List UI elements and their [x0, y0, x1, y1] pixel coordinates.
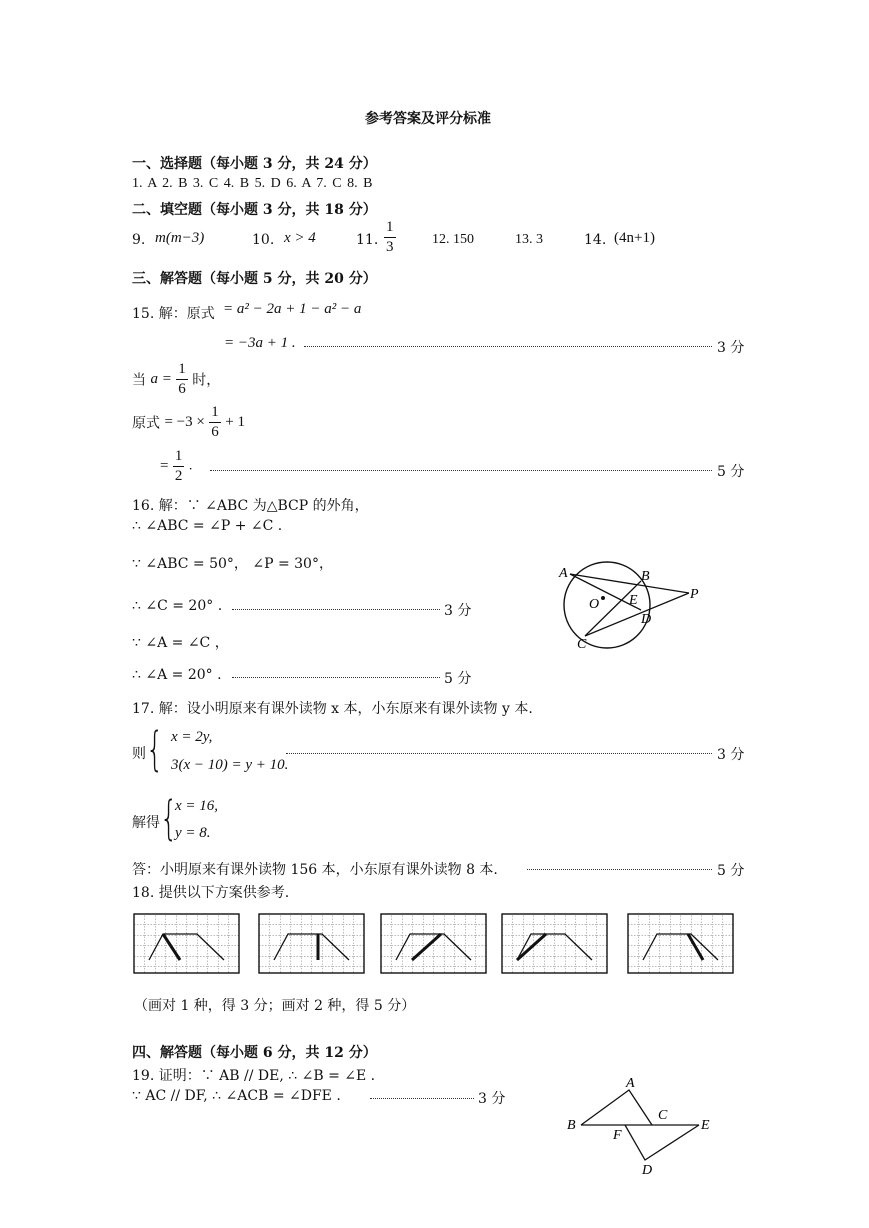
answer-12: 12. 150: [432, 232, 474, 247]
center-point: [601, 596, 605, 600]
section-3-heading: 三、解答题（每小题 5 分，共 20 分）: [132, 271, 377, 287]
q17-score-2: 5 分: [717, 863, 745, 879]
q17-jd: 解得: [132, 815, 160, 831]
q16-line4: ∴ ∠C = 20° .: [132, 598, 223, 614]
fig19-label-b: B: [567, 1118, 576, 1133]
q17-answer: 答：小明原来有课外读物 156 本，小东原有课外读物 8 本.: [132, 862, 498, 878]
fig19-label-f: F: [613, 1128, 622, 1143]
q15-line4-prefix: 原式: [132, 415, 160, 432]
q18-note: （画对 1 种，得 3 分；画对 2 种，得 5 分）: [134, 998, 416, 1014]
q16-leader-dots-1: [232, 609, 440, 610]
q15-leader-dots-1: [304, 346, 712, 347]
answer-9: m(m−3): [155, 230, 205, 246]
q18-grid-figures: [132, 912, 736, 976]
label-d: D: [641, 612, 652, 627]
q15-line3-suffix: 时，: [192, 372, 221, 389]
q15-line3-var: a =: [150, 371, 172, 387]
q17-ze: 则: [132, 746, 146, 762]
q15-line3-numerator: 1: [176, 362, 188, 380]
section-1-heading: 一、选择题（每小题 3 分，共 24 分）: [132, 156, 377, 172]
fig19-label-e: E: [701, 1118, 710, 1133]
answer-14: (4n+1): [614, 230, 655, 246]
q16-line1: 16. 解：∵ ∠ABC 为△BCP 的外角，: [132, 498, 369, 514]
q17-leader-dots-2: [527, 869, 712, 870]
q16-line2: ∴ ∠ABC = ∠P + ∠C .: [132, 518, 283, 534]
fig19-label-c: C: [658, 1108, 668, 1123]
answer-14-label: 14.: [584, 232, 607, 248]
q17-brace-2: {: [160, 791, 178, 845]
q16-leader-dots-2: [232, 677, 440, 678]
fig19-label-a: A: [626, 1076, 635, 1091]
q15-line3-denominator: 6: [178, 381, 186, 397]
grid-panel-2: [259, 914, 364, 973]
label-e: E: [629, 593, 638, 608]
q17-s2: y = 8.: [175, 825, 211, 841]
q16-line5: ∵ ∠A = ∠C ，: [132, 635, 229, 651]
q16-line3: ∵ ∠ABC = 50°， ∠P = 30°，: [132, 556, 333, 572]
answer-10: x > 4: [284, 230, 316, 246]
q16-circle-figure: [555, 560, 715, 655]
answer-11-label: 11.: [356, 232, 379, 248]
q15-leader-dots-2: [210, 470, 712, 471]
grid-panel-4: [502, 914, 607, 973]
label-o: O: [589, 597, 600, 612]
q15-score-1: 3 分: [717, 340, 745, 356]
q15-line5-suffix: .: [188, 458, 193, 474]
q15-line5-numerator: 1: [173, 449, 185, 467]
q19-line1: 19. 证明：∵ AB // DE, ∴ ∠B = ∠E .: [132, 1068, 376, 1084]
q17-s1: x = 16,: [175, 798, 219, 814]
q19-figure: [565, 1073, 725, 1178]
grid-panel-5: [628, 914, 733, 973]
q15-line4-expr: = −3 ×: [164, 414, 205, 430]
q15-line3: [132, 362, 220, 397]
q19-score-1: 3 分: [478, 1091, 506, 1107]
section-4-heading: 四、解答题（每小题 6 分，共 12 分）: [132, 1045, 377, 1061]
answer-9-label: 9.: [132, 232, 146, 248]
answer-13: 13. 3: [515, 232, 543, 247]
answer-11-numerator: 1: [384, 220, 396, 238]
q15-line1-expr: = a² − 2a + 1 − a² − a: [223, 301, 362, 317]
page-title: 参考答案及评分标准: [365, 111, 491, 127]
fig19-label-d: D: [642, 1163, 653, 1178]
label-b: B: [641, 569, 650, 584]
q17-score-1: 3 分: [717, 747, 745, 763]
q15-score-2: 5 分: [717, 464, 745, 480]
q19-leader-dots-1: [370, 1098, 474, 1099]
answer-11: [384, 220, 396, 255]
q15-line4-numerator: 1: [209, 405, 221, 423]
grid-panel-3: [381, 914, 486, 973]
q18-line1: 18. 提供以下方案供参考.: [132, 885, 290, 901]
q17-eq2: 3(x − 10) = y + 10.: [171, 757, 289, 773]
label-c: C: [577, 637, 587, 652]
q19-line2: ∵ AC // DF, ∴ ∠ACB = ∠DFE .: [132, 1088, 341, 1104]
q15-line5-prefix: =: [160, 458, 169, 474]
q17-line1: 17. 解：设小明原来有课外读物 x 本，小东原来有课外读物 y 本.: [132, 701, 533, 717]
q15-line4: [132, 405, 245, 440]
q17-brace-1: {: [146, 722, 164, 776]
q16-line6: ∴ ∠A = 20° .: [132, 667, 222, 683]
q15-line3-prefix: 当: [132, 372, 146, 389]
q16-score-2: 5 分: [444, 671, 472, 687]
q16-score-1: 3 分: [444, 603, 472, 619]
section-2-heading: 二、填空题（每小题 3 分，共 18 分）: [132, 202, 377, 218]
q15-line5: [160, 449, 192, 484]
q15-line4-denominator: 6: [211, 424, 219, 440]
section-1-answers: 1. A 2. B 3. C 4. B 5. D 6. A 7. C 8. B: [132, 176, 373, 191]
label-p: P: [690, 587, 699, 602]
q15-line4-suffix: + 1: [225, 414, 245, 430]
q17-eq1: x = 2y,: [171, 729, 213, 745]
grid-panel-1: [134, 914, 239, 973]
q15-line1-prefix: 15. 解：原式: [132, 306, 215, 322]
q15-line5-denominator: 2: [174, 468, 183, 484]
q15-line2: = −3a + 1 .: [224, 335, 296, 351]
label-a: A: [559, 566, 568, 581]
answer-11-denominator: 3: [386, 239, 394, 255]
q17-leader-dots-1: [286, 753, 712, 754]
answer-10-label: 10.: [252, 232, 275, 248]
